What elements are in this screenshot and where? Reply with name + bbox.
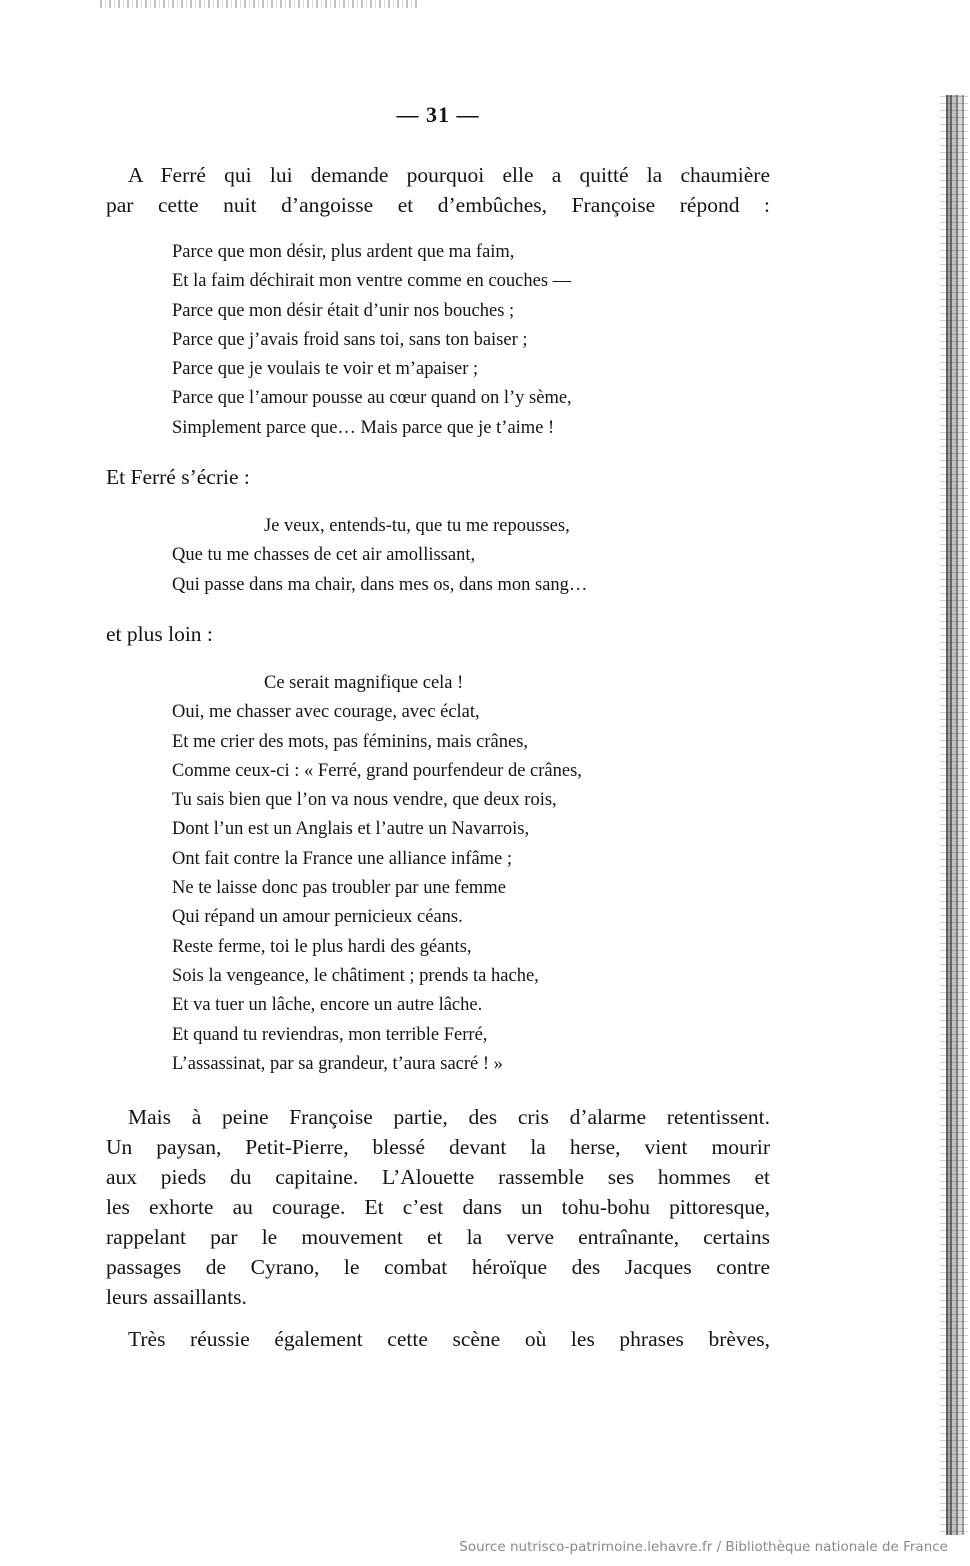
- text-line: Très réussie également cette scène où les phrases brèves,: [128, 1327, 770, 1351]
- lead-in-plus-loin: et plus loin :: [106, 622, 213, 646]
- verse-line: Ce serait magnifique cela !: [264, 673, 464, 693]
- text-line: leurs assaillants.: [106, 1285, 247, 1309]
- verse-line: Dont l’un est un Anglais et l’autre un Navarrois,: [172, 819, 530, 840]
- verse-line: Parce que l’amour pousse au cœur quand on l’y sème,: [172, 388, 572, 409]
- verse-line: Ne te laisse donc pas troubler par une femme: [172, 878, 506, 899]
- verse-line: Simplement parce que… Mais parce que je t’aime !: [172, 417, 555, 438]
- verse-line: Que tu me chasses de cet air amollissant,: [172, 545, 476, 566]
- verse-line: Je veux, entends-tu, que tu me repousses,: [264, 516, 570, 536]
- verse-line: Reste ferme, toi le plus hardi des géants,: [172, 936, 472, 957]
- verse-line: L’assassinat, par sa grandeur, t’aura sacré ! »: [172, 1053, 503, 1074]
- verse-line: Qui répand un amour pernicieux céans.: [172, 907, 463, 928]
- book-spine-edge: [940, 95, 968, 1535]
- verse-block-1: [172, 238, 572, 443]
- paragraph-scene: [106, 1324, 770, 1354]
- text-line: rappelant par le mouvement et la verve entraînante, certains: [106, 1225, 770, 1249]
- verse-line: Parce que je voulais te voir et m’apaiser ;: [172, 359, 479, 380]
- verse-line: Comme ceux-ci : « Ferré, grand pourfendeur de crânes,: [172, 760, 582, 781]
- page-number: — 31 —: [396, 102, 480, 127]
- verse-line: Et quand tu reviendras, mon terrible Ferré,: [172, 1024, 488, 1045]
- text-line: Un paysan, Petit-Pierre, blessé devant la herse, vient mourir: [106, 1135, 770, 1159]
- text-line: par cette nuit d’angoisse et d’embûches, Françoise répond :: [106, 193, 770, 217]
- verse-line: Oui, me chasser avec courage, avec éclat,: [172, 702, 480, 723]
- verse-line: Parce que mon désir, plus ardent que ma faim,: [172, 242, 515, 262]
- verse-line: Parce que j’avais froid sans toi, sans ton baiser ;: [172, 329, 528, 350]
- verse-line: Et va tuer un lâche, encore un autre lâche.: [172, 995, 483, 1016]
- paragraph-combat: [106, 1102, 770, 1312]
- lead-in-ferre: Et Ferré s’écrie :: [106, 465, 250, 489]
- verse-line: Et la faim déchirait mon ventre comme en couches —: [172, 271, 572, 292]
- verse-line: Ont fait contre la France une alliance infâme ;: [172, 848, 513, 869]
- source-credit: Source nutrisco-patrimoine.lehavre.fr / Bibliothèque nationale de France: [459, 1539, 948, 1555]
- verse-line: Et me crier des mots, pas féminins, mais crânes,: [172, 731, 529, 752]
- verse-line: Parce que mon désir était d’unir nos bouches ;: [172, 300, 515, 321]
- verse-block-2: [172, 512, 587, 600]
- text-line: aux pieds du capitaine. L’Alouette rassemble ses hommes et: [106, 1165, 770, 1189]
- opening-paragraph: [106, 160, 770, 220]
- scan-noise-top: [100, 0, 420, 8]
- verse-line: Tu sais bien que l’on va nous vendre, que deux rois,: [172, 790, 557, 811]
- text-line: Mais à peine Françoise partie, des cris d’alarme retentissent.: [128, 1105, 770, 1129]
- verse-block-3: [172, 669, 582, 1079]
- verse-line: Sois la vengeance, le châtiment ; prends ta hache,: [172, 965, 539, 986]
- text-line: les exhorte au courage. Et c’est dans un tohu-bohu pittoresque,: [106, 1195, 770, 1219]
- text-line: A Ferré qui lui demande pourquoi elle a quitté la chaumière: [128, 163, 770, 187]
- verse-line: Qui passe dans ma chair, dans mes os, dans mon sang…: [172, 574, 588, 595]
- text-line: passages de Cyrano, le combat héroïque des Jacques contre: [106, 1255, 770, 1279]
